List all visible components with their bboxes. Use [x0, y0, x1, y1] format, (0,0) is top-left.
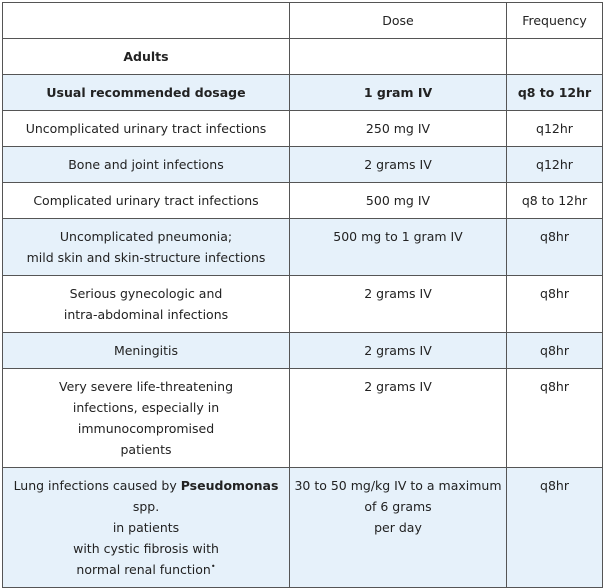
dosage-table: [2, 2, 603, 588]
indication-line: with cystic fibrosis with: [73, 541, 219, 556]
section-empty-cell: [290, 39, 507, 75]
header-row: [3, 3, 603, 39]
header-frequency: Frequency: [507, 3, 603, 39]
table-row: [3, 219, 603, 276]
table-row: [3, 147, 603, 183]
table-row: [3, 276, 603, 333]
indication-line: normal renal function: [76, 562, 211, 577]
indication-line: Serious gynecologic and: [69, 286, 223, 301]
indication-cell: [3, 219, 290, 276]
dose-cell: 500 mg IV: [290, 183, 507, 219]
section-empty-cell: [507, 39, 603, 75]
organism-name: Pseudomonas: [180, 478, 279, 493]
indication-line: Very severe life-threatening: [58, 379, 234, 394]
indication-cell: [3, 276, 290, 333]
frequency-cell: q8hr: [507, 333, 603, 369]
indication-line: infections, especially in immunocompromised: [72, 400, 220, 436]
frequency-cell: q8 to 12hr: [507, 183, 603, 219]
indication-prefix: Lung infections caused by: [13, 478, 181, 493]
header-empty-cell: [3, 3, 290, 39]
dose-cell: 2 grams IV: [290, 276, 507, 333]
dose-cell: 2 grams IV: [290, 333, 507, 369]
dose-cell: 2 grams IV: [290, 369, 507, 468]
header-dose: Dose: [290, 3, 507, 39]
indication-line: intra-abdominal infections: [63, 307, 229, 322]
dose-line: 30 to 50 mg/kg IV to a maximum: [294, 478, 502, 493]
indication-cell: Complicated urinary tract infections: [3, 183, 290, 219]
frequency-cell: q8hr: [507, 219, 603, 276]
indication-line: patients: [120, 442, 172, 457]
table-row: [3, 183, 603, 219]
footnote-marker: •: [210, 561, 216, 571]
indication-cell: Uncomplicated urinary tract infections: [3, 111, 290, 147]
indication-cell: Usual recommended dosage: [3, 75, 290, 111]
dose-line: of 6 grams: [364, 499, 432, 514]
frequency-cell: q8 to 12hr: [507, 75, 603, 111]
frequency-cell: q12hr: [507, 111, 603, 147]
indication-cell: [3, 369, 290, 468]
dose-cell: 250 mg IV: [290, 111, 507, 147]
indication-cell: Bone and joint infections: [3, 147, 290, 183]
dose-cell: 1 gram IV: [290, 75, 507, 111]
indication-cell: [3, 468, 290, 588]
frequency-cell: q12hr: [507, 147, 603, 183]
table-row: [3, 111, 603, 147]
section-row-adults: [3, 39, 603, 75]
frequency-cell: q8hr: [507, 276, 603, 333]
dose-cell: 500 mg to 1 gram IV: [290, 219, 507, 276]
indication-suffix: spp.: [132, 499, 160, 514]
indication-line: Uncomplicated pneumonia;: [59, 229, 233, 244]
table-row: [3, 75, 603, 111]
table-row: [3, 468, 603, 588]
dose-cell: [290, 468, 507, 588]
indication-line: in patients: [112, 520, 180, 535]
dose-line: per day: [374, 520, 422, 535]
frequency-cell: q8hr: [507, 468, 603, 588]
dose-cell: 2 grams IV: [290, 147, 507, 183]
indication-line: mild skin and skin-structure infections: [26, 250, 266, 265]
table-row: [3, 369, 603, 468]
table-row: [3, 333, 603, 369]
frequency-cell: q8hr: [507, 369, 603, 468]
section-label-adults: Adults: [3, 39, 290, 75]
indication-cell: Meningitis: [3, 333, 290, 369]
